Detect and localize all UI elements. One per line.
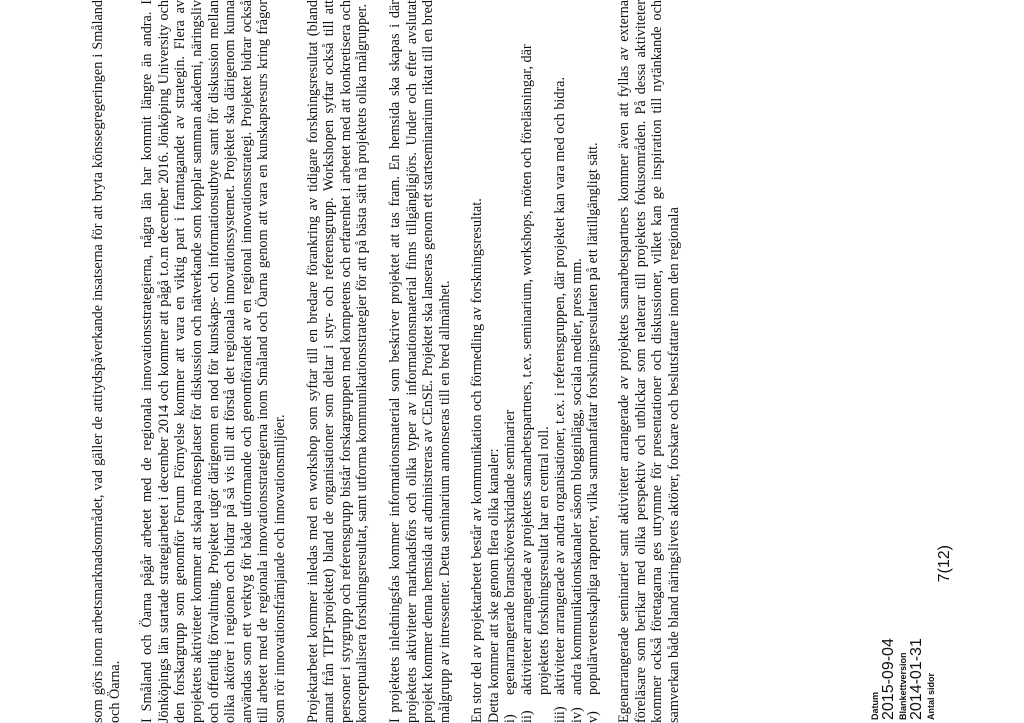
list-text: andra kommunikationskanaler såsom blogginlägg, sociala medier, press mm. [568,258,585,695]
list-text: aktiviteter arrangerade av andra organisationer, t.ex. i referensgruppen, där projektet kan vara med och bidra. [552,76,569,695]
date-label: Datum [870,691,880,720]
pages-label: Antal sidor [926,672,936,720]
list-item [569,0,586,723]
list-marker: v) [585,711,602,723]
paragraph-innovation-strategy: I Småland och Öarna pågår arbetet med de regionala innovationsstrategierna, några län har kommit längre än andra. I Jönköpings län startade strategiarbetet i december 2014 och kommer att pågå t.o.m december 2016. Jönköping University och den forskargrupp som genomför Forum Förnyelse kommer att vara en viktig part i framtagandet av strategin. Flera av projektets aktiviteter kommer att skapa mötesplatser för diskussion och nätverkande som kopplar samman akademi, näringsliv och offentlig förvaltning. Projektet utgör därigenom en nod för kunskaps- och informationsutbyte samt för diskussion mellan olika aktörer i regionen och bidrar på så vis till att förstå det regionala innovationssystemet. Projektet ska därigenom kunna användas som ett verktyg för både utformande och genomförandet av en regional innovationsstrategi. Projektet bidrar också till arbetet med de regionala innovationsstrategierna inom Småland och Öarna genom att vara en kunskapsresurs kring frågor som rör innovationsfrämjande och innovationsmiljöer. [139,0,288,723]
list-text: populärvetenskapliga rapporter, vilka sammanfattar forskningsresultaten på ett lättillgängligt sätt. [585,142,602,695]
list-marker: iii) [552,706,569,723]
paragraph-intro: som görs inom arbetsmarknadsområdet, vad gäller de attitydspåverkande insatserna för att bryta könssegregeringen i Småland och Öarna. [90,0,123,723]
channel-list [502,0,602,723]
paragraph-workshop: Projektarbetet kommer inledas med en workshop som syftar till en bredare förankring av tidigare forskningsresultat (bland annat från TIPT-projektet) bland de organisationer som deltar i styr- och referensgrupp. Workshopen syftar också till att personer i styrgrupp och referensgrupp bistår forskargruppen med kompetens och erfarenhet i arbetet med att konkretisera och konceptualisera forskningsresultat, samt utforma kommunikationsstrategier för att på bästa sätt nå projektets olika målgrupper. [304,0,371,723]
paragraph-channels: Detta kommer att ske genom flera olika kanaler: [485,448,502,723]
list-text: aktiviteter arrangerade av projektets samarbetspartners, t.ex. seminarium, workshops, möten och föreläsningar, där projektets forskningsresultat har en central roll. [519,44,552,695]
list-marker: ii) [519,710,536,723]
paragraph-communication: En stor del av projektarbetet består av kommunikation och förmedling av forskningsresultat. [469,198,486,723]
paragraph-seminars: Egenarrangerade seminarier samt aktiviteter arrangerade av projektets samarbetspartners kommer även att fyllas av externa föreläsare som berikar med olika perspektiv och utblickar som relaterar till projektets fokusområden. På dessa aktiviteter kommer också företagarna ges utrymme för presentationer och diskussioner, vilket kan ge inspiration till nytänkande och samverkan både bland näringslivets aktörer, forskare och beslutsfattare inom den regionala [616,0,682,723]
page-number: 7(12) [936,545,953,583]
version-value: 2014-01-31 [908,638,925,720]
list-marker: iv) [568,707,585,723]
list-item [519,0,552,723]
list-item [502,0,519,723]
date-value: 2015-09-04 [880,638,897,720]
list-marker: i) [502,714,519,723]
document-body [90,0,850,723]
list-text: egenarrangerade branschöverskridande seminarier [502,409,519,695]
version-label: Blankettversion [898,652,908,720]
list-item [552,0,569,723]
list-item [585,0,602,723]
document-header [870,480,970,720]
paragraph-information-material: I projektets inledningsfas kommer informationsmaterial som beskriver projektet att tas fram. En hemsida ska skapas i där projektets aktiviteter marknadsförs och olika typer av informationsmaterial finns tillgängligjörs. Under och efter avslutat projekt kommer denna hemsida att administreras av CEnSE. Projektet ska lanseras genom ett startseminarium riktat till en bred målgrupp av intressenter. Detta seminarium annonseras till en bred allmänhet. [386,0,453,723]
